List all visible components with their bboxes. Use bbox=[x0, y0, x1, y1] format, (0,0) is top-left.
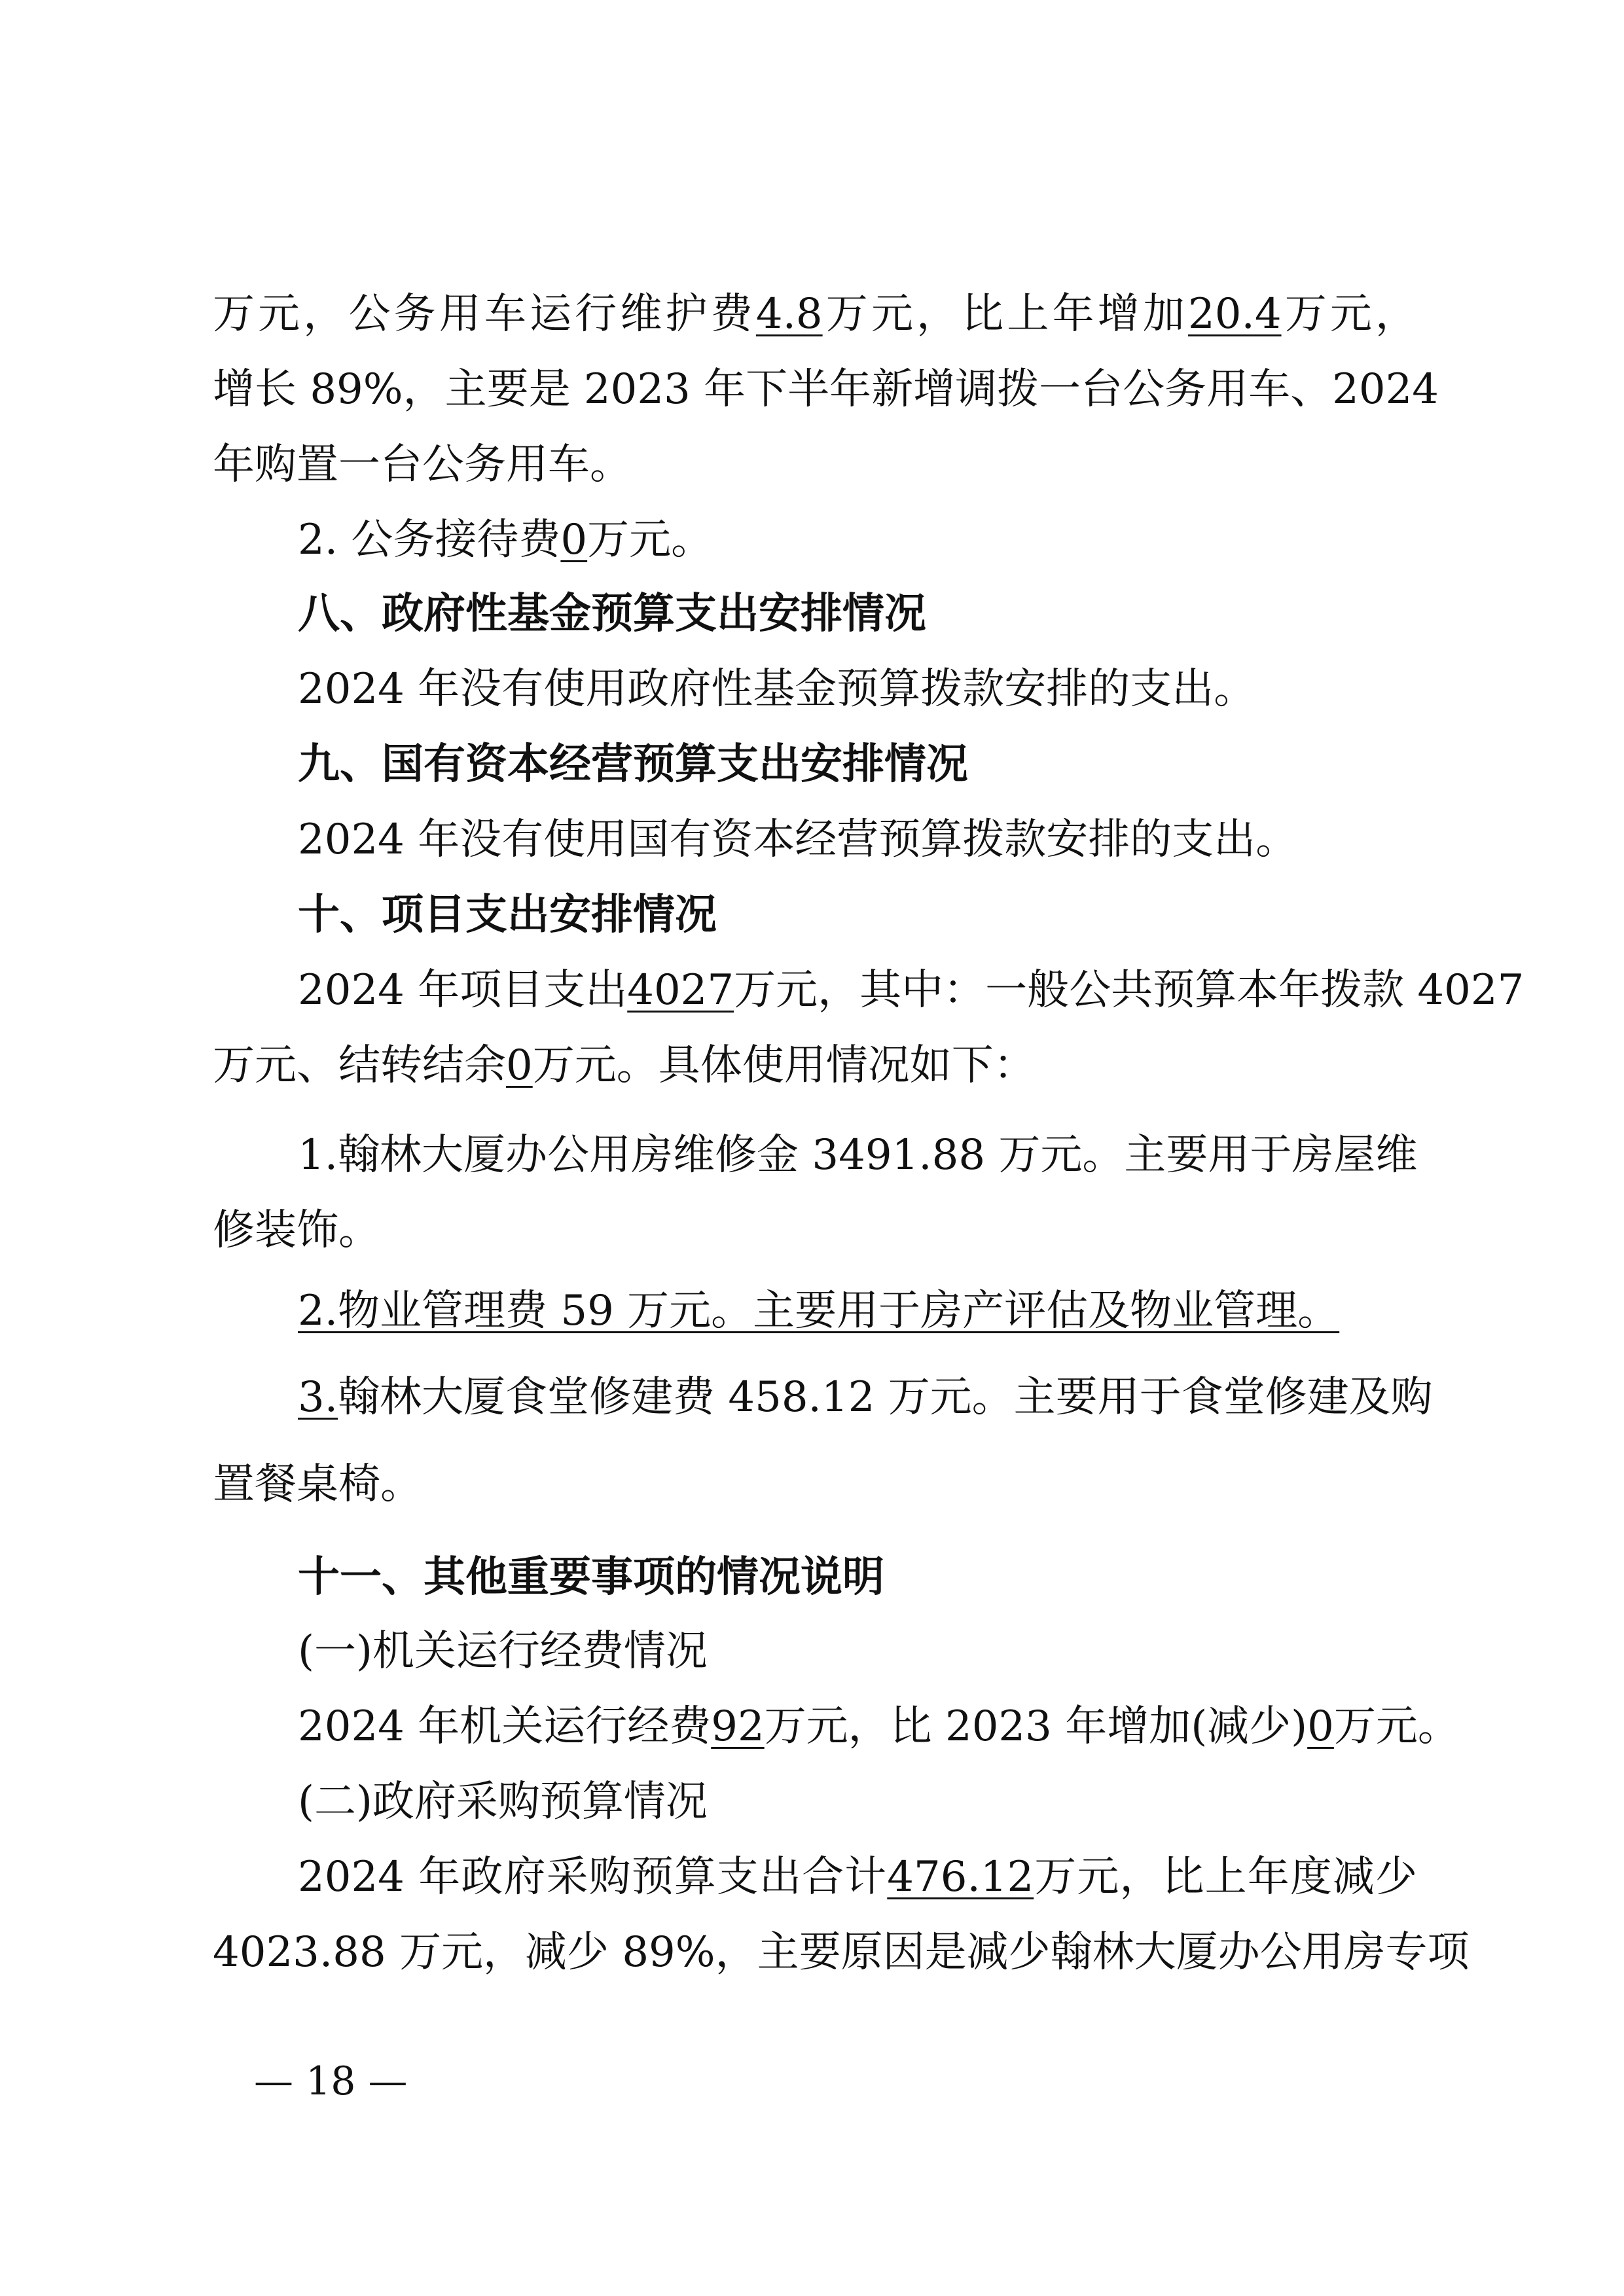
text-line-18: (一)机关运行经费情况 bbox=[298, 1627, 708, 1676]
text-run: 万元，比上年度减少 bbox=[1034, 1853, 1418, 1901]
text-run: 万元、结转结余 bbox=[213, 1041, 506, 1090]
text-run: 2024 年机关运行经费 bbox=[298, 1702, 712, 1751]
page-number: — 18 — bbox=[254, 2058, 408, 2104]
underlined-text: 2.物业管理费 59 万元。主要用于房产评估及物业管理。 bbox=[298, 1287, 1340, 1335]
text-line-3: 年购置一台公务用车。 bbox=[213, 440, 632, 489]
text-run: 2. 公务接待费 bbox=[298, 516, 561, 564]
text-run: 万元，比 2023 年增加(减少) bbox=[764, 1702, 1308, 1751]
section-heading-10: 十、项目支出安排情况 bbox=[298, 891, 717, 939]
text-line-8: 2024 年没有使用国有资本经营预算拨款安排的支出。 bbox=[298, 816, 1298, 864]
text-line-12: 1.翰林大厦办公用房维修金 3491.88 万元。主要用于房屋维 bbox=[298, 1131, 1418, 1179]
text-line-6: 2024 年没有使用政府性基金预算拨款安排的支出。 bbox=[298, 665, 1256, 713]
text-run: 万元，比上年增加 bbox=[822, 290, 1189, 338]
text-line-16: 置餐桌椅。 bbox=[213, 1460, 422, 1509]
text-run: 万元，公务用车运行维护费 bbox=[213, 290, 756, 338]
underlined-value: 92 bbox=[711, 1702, 765, 1751]
text-line-21 bbox=[298, 1844, 1417, 1910]
text-line-10 bbox=[298, 958, 1525, 1023]
text-line-15 bbox=[298, 1365, 1433, 1430]
text-run: 万元，其中：一般公共预算本年拨款 4027 bbox=[734, 966, 1525, 1014]
section-heading-11: 十一、其他重要事项的情况说明 bbox=[298, 1553, 884, 1602]
text-line-14 bbox=[298, 1278, 1339, 1344]
section-heading-9: 九、国有资本经营预算支出安排情况 bbox=[298, 740, 968, 789]
text-run: 2024 年政府采购预算支出合计 bbox=[298, 1853, 888, 1901]
text-line-22: 4023.88 万元，减少 89%，主要原因是减少翰林大厦办公用房专项 bbox=[213, 1928, 1470, 1977]
text-line-20: (二)政府采购预算情况 bbox=[298, 1778, 708, 1826]
text-line-4 bbox=[298, 507, 713, 573]
text-run: 万元。 bbox=[1333, 1702, 1460, 1751]
text-line-2: 增长 89%，主要是 2023 年下半年新增调拨一台公务用车、2024 bbox=[213, 365, 1439, 414]
underlined-value: 476.12 bbox=[887, 1853, 1034, 1901]
text-run: 万元。具体使用情况如下： bbox=[532, 1041, 1036, 1090]
text-run: 2024 年项目支出 bbox=[298, 966, 628, 1014]
text-line-13: 修装饰。 bbox=[213, 1206, 380, 1255]
underlined-value: 4027 bbox=[627, 966, 734, 1014]
text-run: 万元。 bbox=[587, 516, 713, 564]
underlined-value: 0 bbox=[1307, 1702, 1334, 1751]
underlined-value: 4.8 bbox=[755, 290, 823, 338]
text-line-1 bbox=[213, 281, 1417, 347]
underlined-value: 3. bbox=[298, 1373, 338, 1422]
underlined-value: 0 bbox=[506, 1041, 533, 1090]
text-run: 万元， bbox=[1281, 290, 1418, 338]
section-heading-8: 八、政府性基金预算支出安排情况 bbox=[298, 590, 926, 638]
text-line-11 bbox=[213, 1033, 1624, 1098]
underlined-value: 0 bbox=[560, 516, 588, 564]
underlined-value: 20.4 bbox=[1188, 290, 1282, 338]
text-run: 翰林大厦食堂修建费 458.12 万元。主要用于食堂修建及购 bbox=[338, 1373, 1433, 1422]
text-line-19 bbox=[298, 1694, 1460, 1759]
